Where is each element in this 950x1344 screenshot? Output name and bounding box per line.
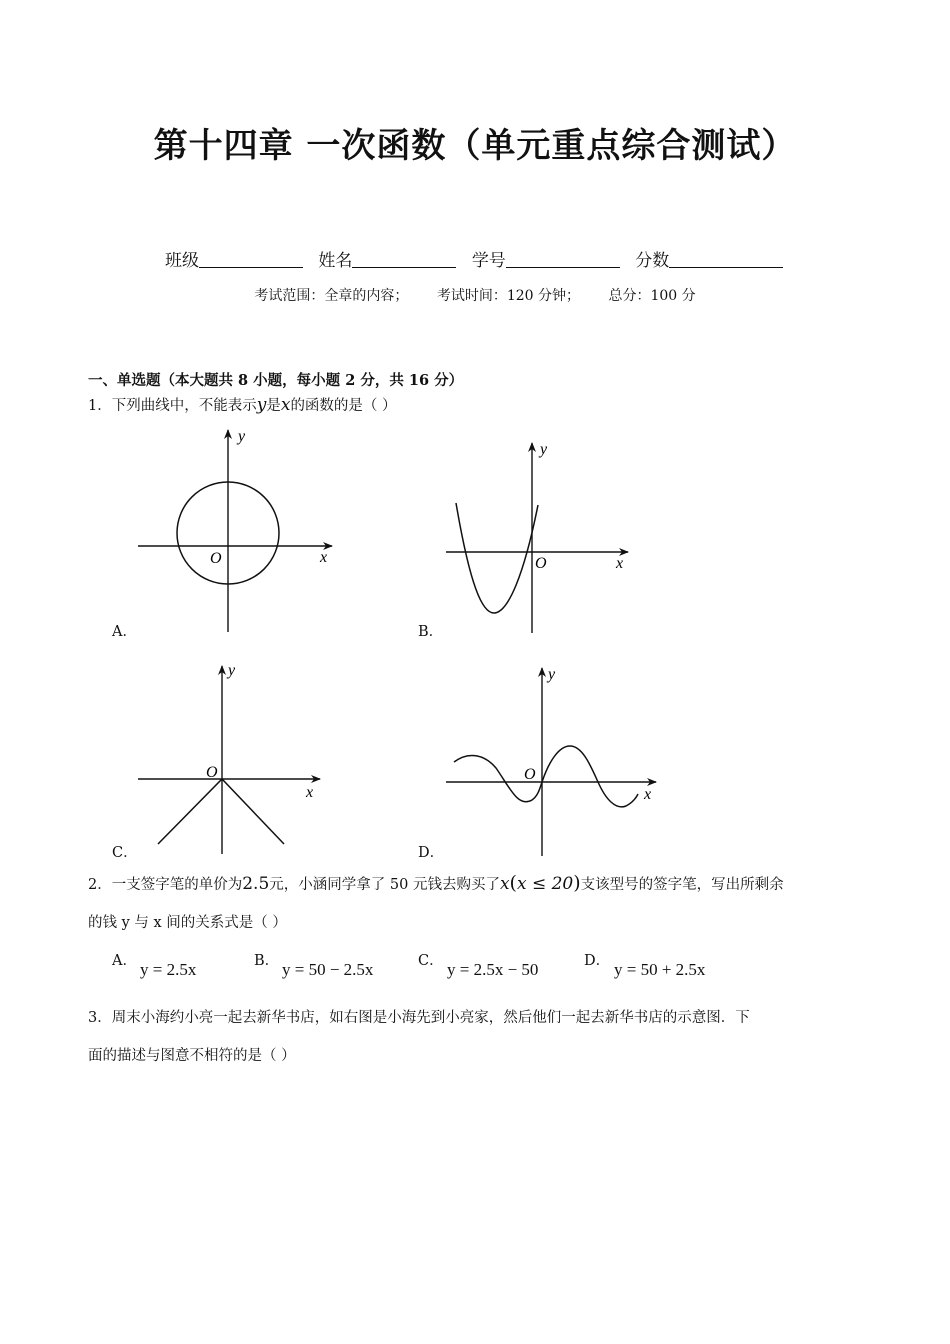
exam-total: 总分：100 分 bbox=[608, 288, 696, 304]
q2-text-c: 支该型号的签字笔，写出所剩余 bbox=[580, 877, 784, 893]
q2-option-a-label: A． bbox=[112, 953, 137, 969]
class-blank bbox=[199, 249, 303, 268]
id-blank bbox=[506, 249, 620, 268]
q1-option-d: D． bbox=[418, 845, 445, 861]
origin-label: O bbox=[210, 550, 222, 567]
q1-var-y: y bbox=[256, 395, 267, 415]
q2-option-b-label: B． bbox=[254, 953, 280, 969]
y-axis-label: y bbox=[540, 441, 548, 458]
question-2-line-2: 的钱 y 与 x 间的关系式是（ ） bbox=[88, 915, 287, 931]
x-axis-label: x bbox=[644, 786, 652, 803]
exam-time: 考试时间：120 分钟； bbox=[436, 288, 580, 304]
question-1-stem bbox=[88, 394, 397, 415]
q1-var-x: x bbox=[280, 395, 291, 415]
q1-prefix: 1．下列曲线中，不能表示 bbox=[88, 398, 257, 414]
name-blank bbox=[352, 249, 456, 268]
question-2-line-1: 2．一支签字笔的单价为2.5元，小涵同学拿了 50 元钱去购买了x(x ≤ 20)支该型号的签字笔，写出所剩余 bbox=[88, 872, 784, 894]
q2-option-d-formula: y = 50 + 2.5x bbox=[614, 960, 706, 979]
q1-mid: 是 bbox=[266, 398, 281, 414]
q1-option-a: A． bbox=[112, 624, 137, 640]
section-heading: 一、单选题（本大题共 8 小题，每小题 2 分，共 16 分） bbox=[88, 372, 464, 389]
name-label: 姓名 bbox=[318, 251, 353, 271]
score-blank bbox=[669, 249, 783, 268]
graph-c bbox=[120, 658, 340, 858]
score-label: 分数 bbox=[635, 251, 670, 271]
x-axis-label: x bbox=[306, 784, 314, 801]
origin-label: O bbox=[206, 764, 218, 781]
q2-option-c-label: C． bbox=[418, 953, 444, 969]
v-shape-curve bbox=[158, 779, 284, 844]
q1-option-c: C． bbox=[112, 845, 138, 861]
question-3-line-1: 3．周末小海约小亮一起去新华书店，如右图是小海先到小亮家，然后他们一起去新华书店的示意图．下 bbox=[88, 1010, 750, 1026]
exam-scope-row bbox=[0, 285, 950, 305]
q1-suffix: 的函数的是（ ） bbox=[290, 398, 397, 414]
question-3-line-2: 面的描述与图意不相符的是（ ） bbox=[88, 1048, 296, 1064]
graph-a bbox=[100, 420, 360, 645]
origin-label: O bbox=[535, 555, 547, 572]
origin-label: O bbox=[524, 766, 536, 783]
q2-option-b-formula: y = 50 − 2.5x bbox=[282, 960, 374, 979]
page-title: 第十四章 一次函数（单元重点综合测试） bbox=[153, 126, 797, 166]
y-axis-label: y bbox=[548, 666, 556, 683]
graph-d bbox=[430, 660, 670, 858]
class-label: 班级 bbox=[165, 251, 199, 271]
parabola-curve bbox=[456, 503, 538, 613]
q2-var-x: x bbox=[499, 874, 510, 894]
y-axis-label: y bbox=[238, 428, 246, 445]
student-info-row bbox=[165, 246, 793, 271]
q2-price: 2.5 bbox=[242, 874, 270, 894]
id-label: 学号 bbox=[471, 251, 506, 271]
graph-b bbox=[420, 435, 650, 645]
q2-option-d-label: D． bbox=[584, 953, 611, 969]
x-axis-label: x bbox=[320, 549, 328, 566]
q2-condition: x ≤ 20 bbox=[516, 874, 574, 894]
q1-option-b: B． bbox=[418, 624, 444, 640]
q2-option-a-formula: y = 2.5x bbox=[140, 960, 197, 979]
q2-text-b: 元，小涵同学拿了 50 元钱去购买了 bbox=[269, 877, 500, 893]
q2-text-a: 2．一支签字笔的单价为 bbox=[88, 877, 243, 893]
exam-range: 考试范围：全章的内容； bbox=[254, 288, 409, 304]
y-axis-label: y bbox=[228, 662, 236, 679]
sine-curve bbox=[454, 746, 638, 807]
x-axis-label: x bbox=[616, 555, 624, 572]
q2-option-c-formula: y = 2.5x − 50 bbox=[447, 960, 539, 979]
